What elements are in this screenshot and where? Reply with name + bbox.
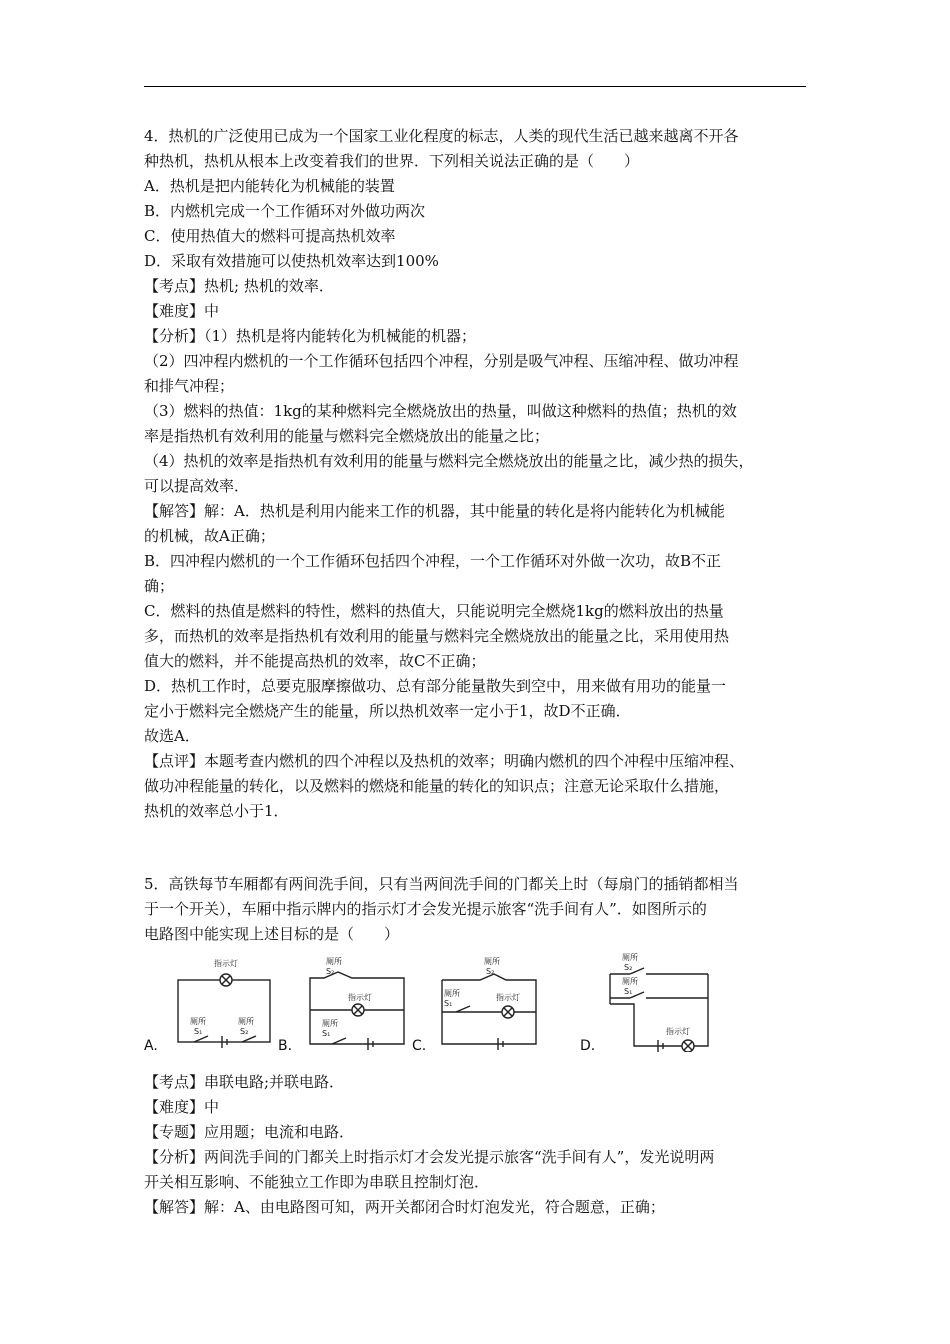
- lamp-label: 指示灯: [348, 993, 372, 1002]
- q4-line: 和排气冲程；: [144, 377, 235, 395]
- q5-difficulty: 【难度】中: [144, 1098, 220, 1116]
- question-4: [144, 124, 814, 824]
- q5-answer: 【解答】解：A、由电路图可知，两开关都闭合时灯泡发光，符合题意，正确；: [144, 1198, 665, 1216]
- toilet-label: 厕所: [238, 1017, 254, 1026]
- q4-line: B．四冲程内燃机的一个工作循环包括四个冲程，一个工作循环对外做一次功，故B不正: [144, 552, 722, 570]
- q4-line: D．热机工作时，总要克服摩擦做功、总有部分能量散失到空中，用来做有用功的能量一: [144, 677, 727, 695]
- circuit-d-diagram: [604, 952, 720, 1052]
- toilet-label: 厕所: [484, 957, 500, 966]
- wire-loop: [178, 980, 270, 1042]
- toilet-label: 厕所: [444, 989, 460, 998]
- s1-label: S₁: [444, 999, 453, 1008]
- q4-line: 多，而热机的效率是指热机有效利用的能量与燃料完全燃烧放出的能量之比，采用使用热: [144, 627, 730, 645]
- q4-line: 值大的燃料，并不能提高热机的效率，故C不正确；: [144, 652, 486, 670]
- question-5-intro: [144, 872, 814, 947]
- q4-line: 种热机，热机从根本上改变着我们的世界．下列相关说法正确的是（ ）: [144, 152, 640, 170]
- q4-line: 定小于燃料完全燃烧产生的能量，所以热机效率一定小于1，故D不正确．: [144, 702, 631, 720]
- s2-label: S₂: [326, 967, 335, 976]
- switch-s1-icon: [332, 1038, 346, 1044]
- q4-line: 率是指热机有效利用的能量与燃料完全燃烧放出的能量之比；: [144, 427, 550, 445]
- switch-s1-icon: [194, 1036, 208, 1042]
- q4-option-d: D．采取有效措施可以使热机效率达到100%: [144, 252, 439, 270]
- q4-analysis: 【分析】（1）热机是将内能转化为机械能的机器；: [144, 327, 477, 345]
- switch-s1-icon: [456, 1006, 470, 1012]
- q4-difficulty: 【难度】中: [144, 302, 220, 320]
- s1-label: S₁: [322, 1029, 331, 1038]
- lamp-label: 指示灯: [214, 959, 238, 968]
- q4-option-b: B．内燃机完成一个工作循环对外做功两次: [144, 202, 426, 220]
- q4-line: （4）热机的效率是指热机有效利用的能量与燃料完全燃烧放出的能量之比，减少热的损失，: [144, 452, 754, 470]
- q4-line: 4．热机的广泛使用已成为一个国家工业化程度的标志，人类的现代生活已越来越离不开各: [144, 127, 739, 145]
- toilet-label: 厕所: [622, 977, 638, 986]
- circuit-a-diagram: [172, 956, 276, 1048]
- q4-line: （2）四冲程内燃机的一个工作循环包括四个冲程，分别是吸气冲程、压缩冲程、做功冲程: [144, 352, 739, 370]
- lamp-label: 指示灯: [666, 1027, 690, 1036]
- toilet-label: 厕所: [322, 1019, 338, 1028]
- circuit-options: [144, 953, 814, 1056]
- header-rule: [144, 86, 806, 87]
- q5-topic: 【专题】应用题；电流和电路．: [144, 1123, 355, 1141]
- q5-line: 开关相互影响、不能独立工作即为串联且控制灯泡．: [144, 1173, 490, 1191]
- q4-line: 的机械，故A正确；: [144, 527, 275, 545]
- q5-line: 电路图中能实现上述目标的是（ ）: [144, 925, 400, 943]
- s2-label: S₂: [240, 1027, 249, 1036]
- q4-option-a: A．热机是把内能转化为机械能的装置: [144, 177, 395, 195]
- toilet-label: 厕所: [190, 1017, 206, 1026]
- toilet-label: 厕所: [622, 953, 638, 962]
- q4-answer: 【解答】解：A．热机是利用内能来工作的机器，其中能量的转化是将内能转化为机械能: [144, 502, 725, 520]
- circuit-b-diagram: [304, 956, 410, 1052]
- option-a-label: A.: [144, 1038, 158, 1054]
- lamp-label: 指示灯: [496, 993, 520, 1002]
- s2-label: S₂: [486, 967, 495, 976]
- q4-choice: 故选A．: [144, 727, 200, 745]
- q4-line: C．燃料的热值是燃料的特性，燃料的热值大，只能说明完全燃烧1kg的燃料放出的热量: [144, 602, 724, 620]
- q4-option-c: C．使用热值大的燃料可提高热机效率: [144, 227, 396, 245]
- q4-line: 热机的效率总小于1．: [144, 802, 289, 820]
- s1-label: S₁: [624, 987, 633, 996]
- wire-loop: [442, 974, 536, 1044]
- option-b-label: B.: [278, 1038, 293, 1054]
- toilet-label: 厕所: [326, 957, 342, 966]
- s2-label: S₂: [624, 963, 633, 972]
- q4-line: 做功冲程能量的转化，以及燃料的燃烧和能量的转化的知识点；注意无论采取什么措施，: [144, 777, 730, 795]
- q4-keypoint: 【考点】热机; 热机的效率．: [144, 277, 334, 295]
- s1-label: S₁: [194, 1027, 203, 1036]
- circuit-c-diagram: [436, 956, 542, 1052]
- q5-line: 5．高铁每节车厢都有两间洗手间，只有当两间洗手间的门都关上时（每扇门的插销都相当: [144, 875, 739, 893]
- option-c-label: C.: [412, 1038, 427, 1054]
- q5-analysis: 【分析】两间洗手间的门都关上时指示灯才会发光提示旅客“洗手间有人”，发光说明两: [144, 1148, 715, 1166]
- q4-line: 可以提高效率．: [144, 477, 250, 495]
- q4-comment: 【点评】本题考查内燃机的四个冲程以及热机的效率；明确内燃机的四个冲程中压缩冲程、: [144, 752, 745, 770]
- switch-s2-icon: [242, 1036, 256, 1042]
- q5-keypoint: 【考点】串联电路;并联电路．: [144, 1073, 345, 1091]
- q4-line: 确；: [144, 577, 175, 595]
- q4-line: （3）燃料的热值：1kg的某种燃料完全燃烧放出的热量，叫做这种燃料的热值；热机的效: [144, 402, 737, 420]
- option-d-label: D.: [580, 1038, 596, 1054]
- q5-line: 于一个开关），车厢中指示牌内的指示灯才会发光提示旅客“洗手间有人”．如图所示的: [144, 900, 707, 918]
- question-5-analysis: [144, 1070, 814, 1220]
